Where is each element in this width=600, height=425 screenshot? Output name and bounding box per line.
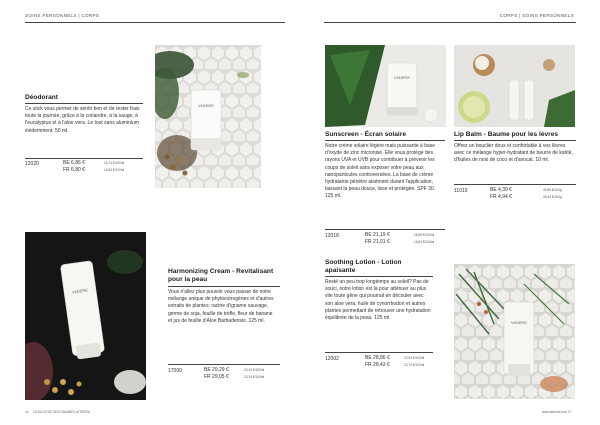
lip-balm-photo [454,45,575,127]
brand-label: VéDERE [393,75,411,80]
harmonizing-cream-unit-fr: 23,24 €/100ml [244,374,265,379]
lip-balm-description: Offrez un bouclier doux et confortable à vos lèvres avec ce mélange hyper-hydratant de beurre de karité, d'huiles de noix de coco et d'avocat. 10 ml. [454,143,573,164]
harmonizing-cream-units [244,367,264,380]
left-footer-text: CATALOGUE DES GAMMES doTERRA [33,410,90,414]
lip-balm-code: 11019 [454,188,468,194]
left-header-rule [25,22,285,23]
harmonizing-cream-prices [204,367,229,380]
deodorant-unit-be: 13,74 €/100ml [104,161,125,165]
lip-balm-price-be: BE 4,39 € [490,187,512,193]
sunscreen-photo [325,45,446,127]
soothing-lotion-title: Soothing Lotion - Lotion apaisante [325,259,402,274]
harmonizing-cream-description: Vous n'allez plus pouvoir vous passer de notre mélange unique de phytoestrogènes et d'autres extraits de plantes: racine d'igname sauvage, germe de soja, feuille de trèfle, fleur de banane et jus de feuille d'Aloe Barbadensis. 125 ml. [168,289,274,324]
soothing-lotion-description: Resté un peu trop longtemps au soleil? Pas de souci, notre lotion est là pour atténuer au plus vite toute gêne qui pourrait en découler avec son aloe vera, huile de cynorrhodon et autres plantes permettant de retrouver une hydratation équilibrée de la peau. 125 ml. [325,279,431,322]
soothing-lotion-price-rule [325,352,433,353]
sunscreen-price-fr: FR 21,01 € [365,238,390,245]
right-page-header: CORPS | SOINS PERSONNELS [499,13,574,18]
soothing-lotion-unit-fr: 22,74 €/100ml [404,362,425,367]
brand-label: VéDERE [71,287,89,295]
deodorant-title-rule [25,103,143,104]
deodorant-unit-fr: 13,60 €/100ml [104,167,125,172]
lip-balm-price-fr: FR 4,94 € [490,193,512,200]
sunscreen-unit-be: 16,95 €/100ml [414,233,435,237]
deodorant-price-rule [25,158,143,159]
sunscreen-code: 12018 [325,233,339,239]
harmonizing-cream-code: 17000 [168,368,182,374]
deodorant-prices [63,160,85,173]
sunscreen-title: Sunscreen - Écran solaire [325,131,406,138]
lip-balm-unit-be: 49,85 €/100g [543,188,562,192]
sunscreen-units [414,232,434,245]
lip-balm-title-rule [454,140,576,141]
brand-label: VéDERE [510,320,528,325]
lip-balm-title: Lip Balm - Baume pour les lèvres [454,131,559,138]
lip-balm-prices [490,187,512,200]
sunscreen-prices [365,232,390,245]
harmonizing-cream-price-fr: FR 29,05 € [204,373,229,380]
deodorant-code: 12020 [25,161,39,167]
lip-balm-price-rule [454,184,576,185]
harmonizing-cream-photo [25,232,146,400]
right-footer-text: www.doterra.com [542,410,567,414]
soothing-lotion-price-be: BE 28,86 € [365,355,390,361]
deodorant-title: Déodorant [25,94,58,101]
deodorant-price-fr: FR 6,80 € [63,166,85,173]
brand-label: VéDERE [197,103,215,108]
sunscreen-price-rule [325,229,445,230]
soothing-lotion-photo [454,264,575,399]
harmonizing-cream-price-be: BE 29,29 € [204,367,229,373]
harmonizing-cream-title: Harmonizing Cream - Revitalisant pour la peau [168,268,274,283]
right-header-rule [324,22,576,23]
soothing-lotion-units [404,355,424,368]
sunscreen-unit-fr: 16,81 €/100ml [414,239,435,244]
soothing-lotion-price-fr: FR 28,43 € [365,361,390,368]
soothing-lotion-code: 12002 [325,356,339,362]
left-page-header: SOINS PERSONNELS | CORPS [25,13,100,18]
lip-balm-unit-fr: 49,44 €/100g [543,194,562,199]
harmonizing-cream-price-rule [168,364,280,365]
soothing-lotion-prices [365,355,390,368]
left-page-number: 16 [25,410,29,414]
deodorant-description: Ce stick vous permet de sentir bon et de rester frais toute la journée, grâce à la coriandre, à la sauge, à l'eucalyptus et à l'aloe vera. Le tout sans aluminium évidemment. 50 ml. [25,106,140,134]
lip-balm-units [543,187,562,200]
sunscreen-description: Notre crème solaire légère mais puissante à base d'oxyde de zinc micronisé. Elle vous protège des rayons UVA et UVB pour contribuer à prévenir les coups de soleil sans exposer votre peau aux nanoparticules controversées. La base de crème hydratante pénètre aisément durant l'application, laissant la peau douce, lisse et protégée. SPF 30. 125 ml. [325,143,436,200]
deodorant-units [104,160,124,173]
harmonizing-cream-title-rule [168,286,280,287]
soothing-lotion-title-rule [325,276,433,277]
deodorant-price-be: BE 6,86 € [63,160,85,166]
deodorant-photo [155,45,261,188]
right-page-number: 17 [568,410,572,414]
harmonizing-cream-unit-be: 23,43 €/100ml [244,368,265,372]
soothing-lotion-unit-be: 22,93 €/100ml [404,356,425,360]
sunscreen-price-be: BE 21,19 € [365,232,390,238]
sunscreen-title-rule [325,140,445,141]
